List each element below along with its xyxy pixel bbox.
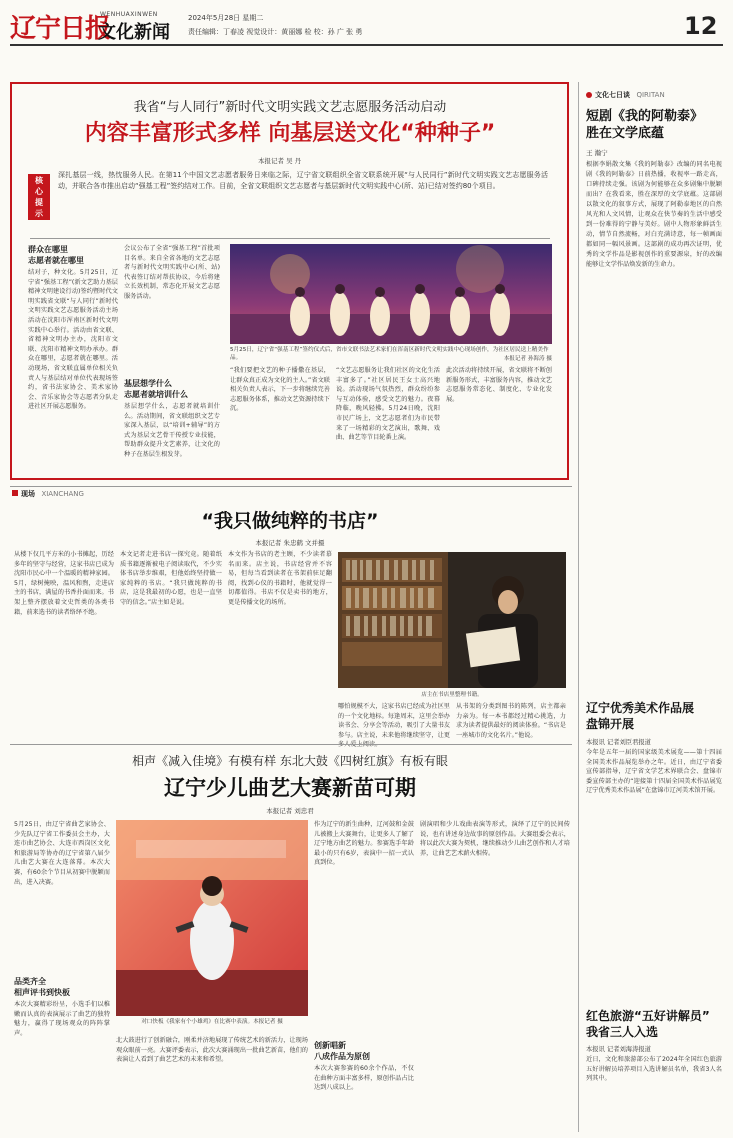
qiritan-label: 文化七日谈 QIRITAN <box>586 90 665 100</box>
bookstore-col-2: 本文记者走进书店一探究竟。随着纸质书籍逐渐被电子阅读取代，不少实体书店举步维艰，但他始终坚持做一家纯粹的书店。“我只做纯粹的书店，这是我最初的心愿，也是一直坚守的信念。”店主如是说。 <box>120 551 222 606</box>
date-line: 2024年5月28日 星期二 <box>188 14 264 22</box>
tour-body: 近日，文化和旅游部公布了2024年全国红色旅游五好讲解员培养项目入选讲解员名单，我省3人名列其中。 <box>586 1056 722 1083</box>
lead-subhead-2: 基层想学什么 志愿者就培训什么 <box>124 379 188 399</box>
lead-kicker: 我省“与人同行”新时代文明实践文艺志愿服务活动启动 <box>133 100 447 115</box>
music-col-4: 剧演唱和少儿戏曲表演等形式，演绎了辽宁的民间传说，也有讲述身边故事的原创作品。大赛组委会表示，将以此次大赛为契机，继续推动少儿曲艺创作和人才培养，让曲艺艺术薪火相传。 <box>420 821 570 857</box>
lead-col-1: 结对子，种文化。5月25日，辽宁省“强基工程”(新文艺助力基层精神文明建设行动)签约暨时代文明实践省文联“与人同行”新时代文明实践文艺志愿服务活动主场活动在沈阳市浑南区新时代文明实践中心举行。活动由省文联、省精神文明办主办，沈阳市文联、沈阳市精神文明办承办。群众在哪里，志愿者就在哪里。活动现场，省文联直属单位相关负责人与基层结对单位代表现场签约，省书法家协会、美术家协会、音乐家协会等志愿者分队走进社区开展志愿服务。 <box>28 269 118 411</box>
lead-byline: 本报记者 吴 丹 <box>258 157 302 165</box>
exhibit-title: 辽宁优秀美术作品展 盘锦开展 <box>586 701 695 731</box>
music-subhead-2: 创新唱新 八成作品为原创 <box>314 1041 370 1061</box>
stage-photo-caption: 对口快板《我家有个小雄鸡》在比赛中表演。本报记者 摄 <box>141 1019 283 1025</box>
music-subhead-1: 品类齐全 相声评书到快板 <box>14 977 70 997</box>
music-col-2: 北大鼓进行了创新融合，刚柔并济地展现了传统艺术的新活力，让现场观众眼前一亮。大赛评委表示，此次大赛涌现出一批曲艺新苗，他们的表演让人看到了曲艺艺术的未来和希望。 <box>116 1037 308 1064</box>
music-col-1: 5月25日，由辽宁省曲艺家协会、少先队辽宁省工作委员会主办，大连市曲艺协会、大连市西岗区文化和旅游局等协办的辽宁省第八届少儿曲艺大赛在大连落幕。本次大赛，有60余个节目从初赛中脱颖而出，进入决赛。 <box>14 821 110 886</box>
lead-col-3: “我们要把文艺的种子播撒在基层，让群众真正成为文化的主人。”省文联相关负责人表示，下一步将继续完善志愿服务体系，推动文艺资源持续下沉。 <box>230 367 330 413</box>
bookstore-photo <box>338 552 566 688</box>
essay-author: 王 瀚宁 <box>586 149 608 157</box>
lead-col-2: 会议公布了全省“强基工程”首批项目名单。来自全省各地的文艺志愿者与新时代文明实践中心(所、站)代表签订结对帮扶协议，今后将建立长效机制，常态化开展文艺志愿服务活动。 <box>124 245 220 300</box>
tour-byline: 本报讯 记者刘海涛报道 <box>586 1046 651 1053</box>
bookstore-col-5: 从书架的分类到图书的陈列，店主都亲力亲为。每一本书都经过精心挑选，力求为读者提供最好的阅读体验。“书店是一座城市的文化名片。”他说。 <box>456 703 566 739</box>
bookstore-photo-caption: 店主在书店里整理书籍。 <box>421 692 483 698</box>
bookstore-title: “我只做纯粹的书店” <box>201 510 379 532</box>
lead-photo-credit: 本报记者 孙海涛 摄 <box>503 356 552 362</box>
lead-col-4: “文艺志愿服务让我们社区的文化生活丰富多了。”社区居民王女士高兴地说。活动现场气氛热烈，群众纷纷参与互动体验，感受文艺的魅力。夜幕降临，晚风轻拂。5月24日晚，沈阳市民广场上，文艺志愿者们为市民带来了一场精彩的文艺演出，歌舞、戏曲、曲艺等节目轮番上演。 <box>336 367 441 442</box>
bookstore-byline: 本报记者 朱忠鹤 文并摄 <box>255 539 325 547</box>
editors-line: 责任编辑：丁春凌 视觉设计：黄丽娜 检 校：孙 广 张 勇 <box>188 28 363 36</box>
music-byline: 本报记者 刘忠君 <box>266 807 314 815</box>
lead-col-5: 此次活动将持续开展，省文联将不断创新服务形式，丰富服务内容，推动文艺志愿服务常态化、制度化、专业化发展。 <box>446 367 552 403</box>
section-name: 文化新闻 <box>98 22 170 43</box>
music-col-3: 作为辽宁的新生曲种，辽河鼓和金鼓儿被搬上大赛舞台，让更多人了解了辽宁地方曲艺的魅力。参赛选手年龄最小的只有6岁，表演中一招一式认真到位。 <box>314 821 414 867</box>
bookstore-col-4: 哪怕规模不大，这家书店已经成为社区里的一个文化地标。每逢周末，这里会举办读书会、分享会等活动，吸引了大量书友参与。店主说，未来他将继续坚守，让更 <box>338 703 450 739</box>
bookstore-col-3: 本文作为书店的老主顾，不少读者慕名而来。店主说，书店经营并不容易，但每当看到读者在书架前驻足翻阅，找到心仪的书籍时，他就觉得一切都值得。书店不仅是卖书的地方，更是传播文化的场所。 <box>228 551 332 606</box>
bookstore-col-1: 从楼下仅几平方米的小书摊起，历经多年的坚守与经营，这家书店已成为沈阳市民心中一个温暖的精神家园。5月，绿树掩映，温风和煦，走进店主的书店，满屋的书香扑面而来。书架上整齐摆放着文史哲类的各类书籍，前来选书的读者络绎不绝。 <box>14 551 114 616</box>
core-tag: 核心提示 <box>28 174 50 220</box>
lead-summary: 深扎基层一线，热忱服务人民。在第11个中国文艺志愿者服务日来临之际，辽宁省文联组织全省文联系统开展“与人民同行”新时代文明实践文艺志愿服务活动，并联合各市推出启动“强基工程”签约结对工作。目前，全省文联组织文艺志愿者与基层新时代文明实践中心(所、站)已结对签约80个项目。 <box>58 171 548 190</box>
newspaper-logo: 辽宁日报 <box>10 14 111 44</box>
lead-photo <box>230 244 552 344</box>
tour-title: 红色旅游“五好讲解员” 我省三人入选 <box>586 1009 710 1039</box>
music-col-1b: 本次大赛精彩纷呈，小选手们以稚嫩而认真的表演展示了曲艺的独特魅力，赢得了现场观众的阵阵掌声。 <box>14 1001 110 1037</box>
music-title: 辽宁少儿曲艺大赛新苗可期 <box>164 776 416 800</box>
music-kicker: 相声《减入佳境》有模有样 东北大鼓《四树红旗》有板有眼 <box>132 754 448 768</box>
essay-body: 根据李娟散文集《我的阿勒泰》改编的同名电视剧《我的阿勒泰》日前热播，收视率一路走高，口碑持续走强。该剧为何能够在众多剧集中脱颖而出？在我看来，胜在深厚的文学底蕴。这部剧以散文化的叙事方式，展现了阿勒泰地区的自然风光和人文风情，让观众在快节奏的生活中感受到一份难得的宁静与美好。剧中人物形象鲜活生动，情节自然流畅，对白充满诗意，每一帧画面都如同一幅风景画。这部剧的成功再次证明，优秀的文学作品是影视创作的重要源泉，好的改编能够让文学作品焕发新的生命力。 <box>586 161 722 268</box>
stage-photo <box>116 820 308 1016</box>
lead-headline: 内容丰富形式多样 向基层送文化“种种子” <box>84 121 496 146</box>
lead-photo-caption: 5月25日，辽宁省“强基工程”签约仪式后，省市文联书法艺术家们在浑南区新时代文明实践中心现场创作，为社区居民送上精美作品。 <box>230 347 549 361</box>
music-col-3b: 本次大赛参赛的60余个作品，不仅在曲种方面丰富多样，原创作品占比达到八成以上。 <box>314 1065 414 1092</box>
exhibit-body: 今年是五年一届的国家级美术展览——第十四届全国美术作品展览举办之年。近日，由辽宁省委宣传部指导，辽宁省文学艺术界联合会、盘锦市委宣传部主办的“迎接第十四届全国美术作品展览辽宁优秀美术作品展”在盘锦市辽河美术馆开展。 <box>586 749 722 795</box>
page-number: 12 <box>684 12 718 40</box>
lead-subhead-1: 群众在哪里 志愿者就在哪里 <box>28 245 84 265</box>
section-dot-icon <box>586 92 592 98</box>
exhibit-byline: 本报讯 记者刘臣君报道 <box>586 739 651 746</box>
lead-col-2b: 基层想学什么，志愿者就培训什么。活动期间，省文联组织文艺专家深入基层，以“培训+辅导”的方式为基层文艺骨干传授专业技能，帮助群众提升文艺素养，让文化的种子在基层生根发芽。 <box>124 403 220 458</box>
xianchang-label: 现场 XIANCHANG <box>12 489 84 499</box>
section-square-icon <box>12 490 18 496</box>
essay-title: 短剧《我的阿勒泰》 胜在文学底蕴 <box>586 109 704 141</box>
section-pinyin: WENHUAXINWEN <box>100 11 158 18</box>
